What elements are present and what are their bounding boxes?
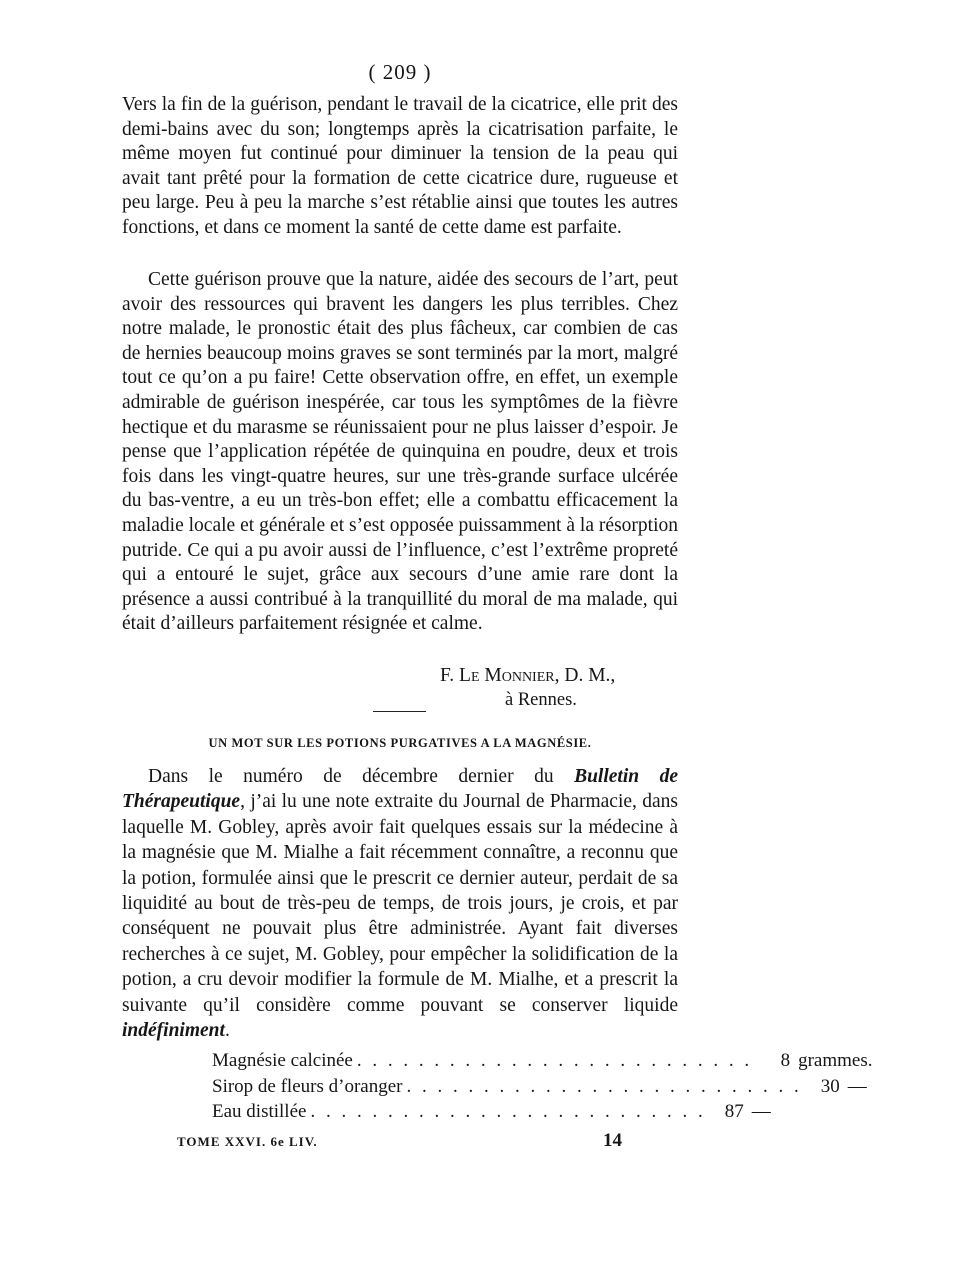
section-paragraph bbox=[122, 764, 678, 1043]
page-number: ( 209 ) bbox=[368, 60, 432, 84]
formula-table bbox=[212, 1048, 873, 1125]
emphasis-word: indéfiniment bbox=[122, 1020, 225, 1042]
author-initial: F. bbox=[440, 665, 455, 686]
journal-title: Bulletin de Thérapeutique bbox=[122, 766, 678, 813]
section-heading: UN MOT SUR LES POTIONS PURGATIVES A LA MAGNÉSIE. bbox=[208, 736, 592, 750]
paragraph-text: Cette guérison prouve que la nature, aidée des secours de l’art, peut avoir des ressources qui bravent les dangers les plus terribles. Chez notre malade, le pronostic était des plus fâcheux, car combien de cas de hernies beaucoup moins graves se sont terminés par la mort, malgré tout ce qu’on a pu faire! Cette observation offre, en effet, un exemple admirable de guérison inespérée, car tous les symptômes de la fièvre hectique et du marasme se réunissaient pour ne plus laisser d’espoir. Je pense que l’application répétée de quinquina en poudre, deux et trois fois dans les vingt-quatre heures, sur une très-grande surface ulcérée du bas-ventre, a eu un très-bon effet; elle a combattu efficacement la maladie locale et générale et s’est opposée puissamment à la résorption putride. Ce qui a pu avoir aussi de l’influence, c’est l’extrême propreté qui a entouré le sujet, grâce aux secours d’une amie rare dont la présence a aussi contribué à la tranquillité du moral de ma malade, qui était d’ailleurs parfaitement résignée et calme. bbox=[122, 269, 678, 635]
section-divider bbox=[373, 711, 426, 712]
ingredient-quantity: 8 bbox=[780, 1050, 791, 1071]
text-middle: , j’ai lu une note extraite du Journal de Pharmacie, dans laquelle M. Gobley, après avoir fait quelques essais sur la médecine à la magnésie que M. Mialhe a fait récemment connaître, a reconnu que la potion, formulée ainsi que le prescrit ce dernier auteur, perdait de sa liquidité au bout de très-peu de temps, de trois jours, je crois, et par conséquent ne pouvait plus être administrée. Ayant fait diverses recherches à ce sujet, M. Gobley, pour empêcher la solidification de la potion, a cru devoir modifier la formule de M. Mialhe, et a prescrit la suivante qu’il considère comme pouvant se conserver liquide bbox=[122, 791, 678, 1016]
ingredient-quantity: 30 bbox=[820, 1075, 840, 1097]
ingredient-quantity: 87 bbox=[724, 1101, 744, 1123]
volume-line: TOME XXVI. 6e LIV. bbox=[177, 1134, 318, 1149]
signature-mark: 14 bbox=[603, 1130, 622, 1151]
author-signature bbox=[440, 665, 615, 687]
paragraph-text: Vers la fin de la guérison, pendant le travail de la cicatrice, elle prit des demi-bains avec du son; longtemps après la cicatrisation parfaite, le même moyen fut continué pour diminuer la tension de la peau qui avait tant prêté pour la formation de cette cicatrice dure, rugueuse et peu large. Peu à peu la marche s’est rétablie ainsi que toutes les autres fonctions, et dans ce moment la santé de cette dame est parfaite. bbox=[122, 94, 678, 238]
paragraph-continuation bbox=[122, 93, 678, 241]
paragraph-text bbox=[122, 764, 678, 1043]
dot-leader: . . . . . . . . . . . . . . . . . . . . . . . . . . bbox=[406, 1075, 802, 1097]
author-location: à Rennes. bbox=[505, 690, 577, 710]
dot-leader: . . . . . . . . . . . . . . . . . . . . . . . . . . bbox=[310, 1101, 706, 1123]
paragraph-conclusion bbox=[122, 268, 678, 637]
formula-row bbox=[212, 1048, 873, 1074]
ingredient-name: Sirop de fleurs d’oranger bbox=[212, 1075, 403, 1097]
dot-leader: . . . . . . . . . . . . . . . . . . . . . . . . . . bbox=[356, 1050, 753, 1071]
ingredient-unit: — bbox=[751, 1101, 771, 1123]
ingredient-name: Eau distillée bbox=[212, 1101, 307, 1123]
text-after: . bbox=[224, 1020, 230, 1042]
author-title: D. M., bbox=[564, 665, 616, 686]
text-before: Dans le numéro de décembre dernier du bbox=[148, 766, 554, 787]
ingredient-unit: grammes. bbox=[798, 1050, 873, 1071]
ingredient-unit: — bbox=[847, 1075, 867, 1097]
formula-row bbox=[212, 1074, 867, 1100]
ingredient-name: Magnésie calcinée bbox=[212, 1050, 353, 1071]
formula-row bbox=[212, 1099, 771, 1125]
page-footer bbox=[177, 1130, 622, 1152]
author-name: Le Monnier, bbox=[459, 665, 560, 686]
